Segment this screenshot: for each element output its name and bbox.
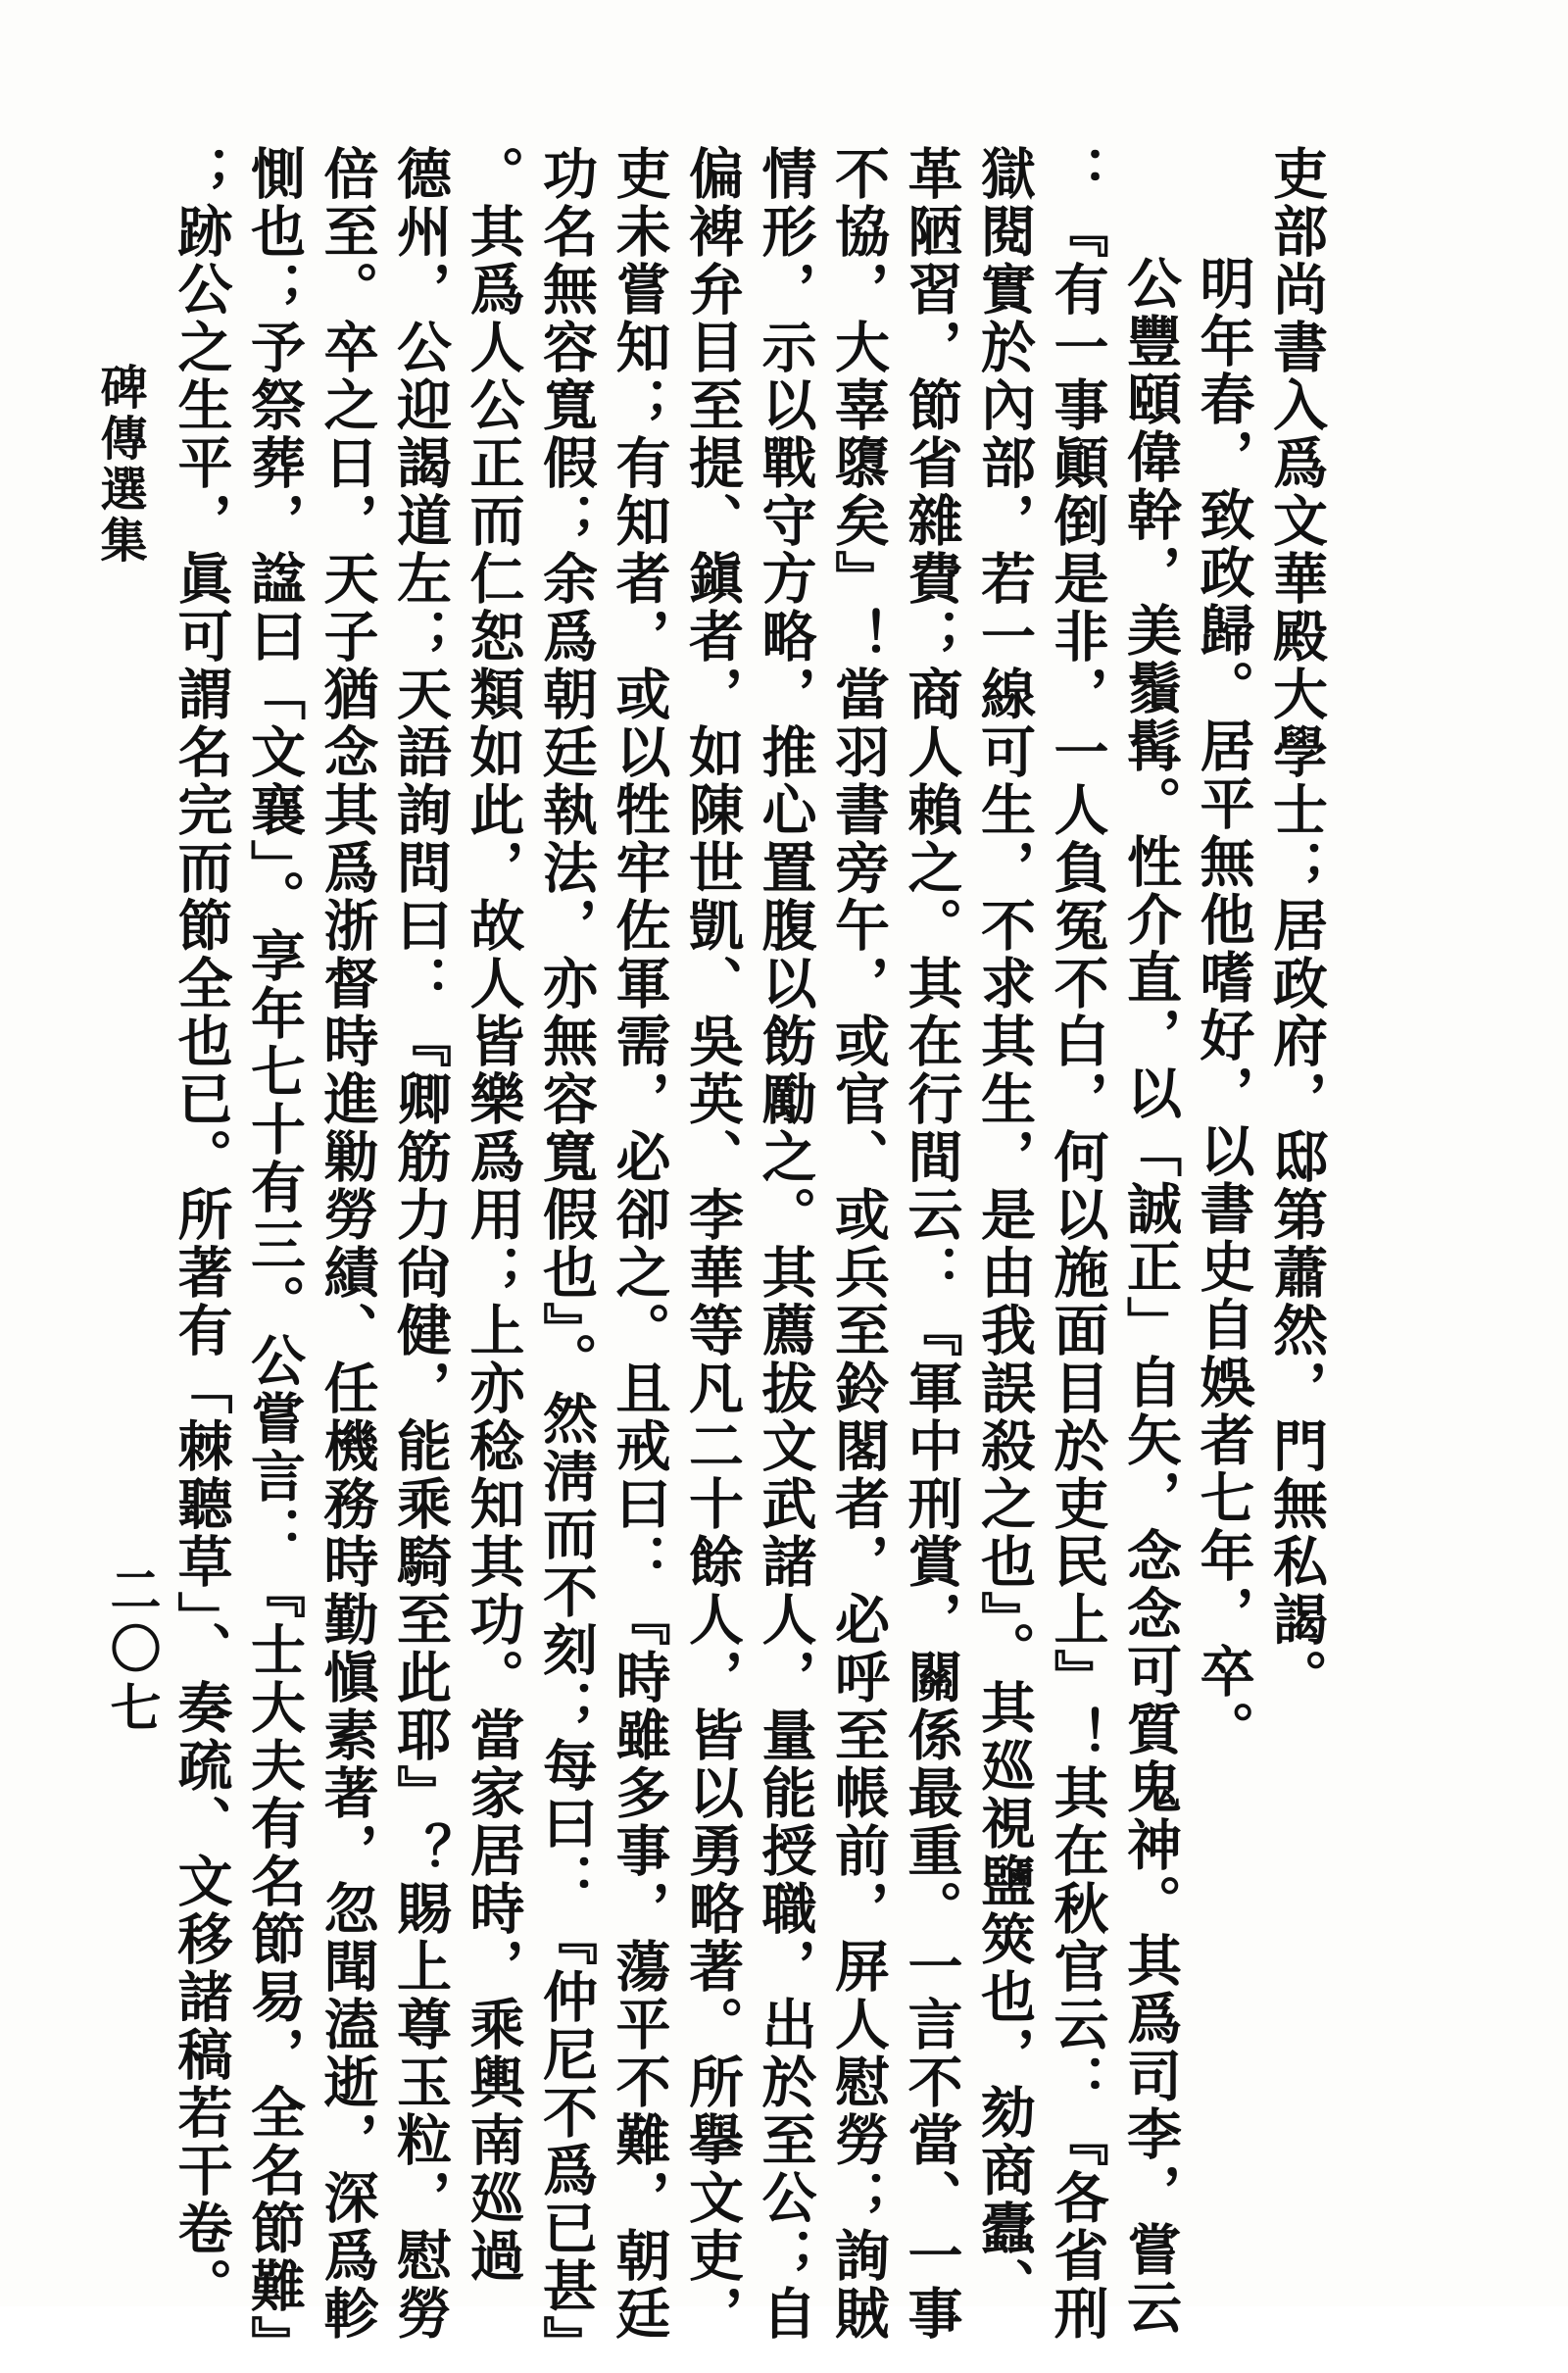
text-column: 功名無容寬假；余爲朝廷執法，亦無容寬假也』。然淸而不刻；每曰：『仲尼不爲已甚』 xyxy=(534,145,599,2373)
text-column: 吏未嘗知；有知者，或以牲牢佐軍需，必卻之。且戒曰：『時雖多事，蕩平不難，朝廷 xyxy=(607,145,672,2343)
text-column: 倍至。卒之日，天子猶念其爲浙督時進勦勞績、任機務時勤愼素著，忽聞溘逝，深爲軫 xyxy=(315,145,380,2343)
text-column: 公豐頤偉幹，美鬚髯。性介直，以「誠正」自矢，念念可質鬼神。其爲司李，嘗云 xyxy=(1118,255,1183,2337)
page-number: 二〇七 xyxy=(101,1563,161,1740)
text-column: 惻也；予祭葬，諡曰「文襄」。享年七十有三。公嘗言：『士大夫有名節易，全名節難』 xyxy=(242,145,307,2373)
text-column: 不協，大辜隳矣』！當羽書旁午，或官、或兵至鈴閣者，必呼至帳前，屏人慰勞；詢賊 xyxy=(826,145,891,2343)
text-column: ：『有一事顚倒是非，一人負冤不白，何以施面目於吏民上』！其在秋官云：『各省刑 xyxy=(1045,145,1110,2343)
text-column: 情形，示以戰守方略，推心置腹以飭勵之。其薦拔文武諸人，量能授職，出於至公；自 xyxy=(753,145,818,2343)
text-column: 獄閱實於內部，若一線可生，不求其生，是由我誤殺之也』。其廵視鹽筴也，劾商蠹、 xyxy=(972,145,1037,2315)
text-column: 德州，公迎謁道左；天語詢問曰：『卿筋力尙健，能乘騎至此耶』？賜上尊玉粒，慰勞 xyxy=(388,145,453,2343)
text-column: ；跡公之生平，眞可謂名完而節全也已。所著有「棘聽草」、奏疏、文移諸稿若干卷。 xyxy=(169,145,234,2315)
text-column: 革陋習，節省雜費；商人賴之。其在行間云：『軍中刑賞，關係最重。一言不當、一事 xyxy=(899,145,964,2343)
text-column: 偏裨弁目至提、鎭者，如陳世凱、吳英、李華等凡二十餘人，皆以勇略著。所擧文吏， xyxy=(680,145,745,2343)
text-column: 明年春，致政歸。居平無他嗜好，以書史自娛者七年，卒。 xyxy=(1191,255,1256,1758)
text-column: 吏部尚書入爲文華殿大學士；居政府，邸第蕭然，門無私謁。 xyxy=(1264,145,1329,1706)
running-title: 碑傳選集 xyxy=(92,363,147,567)
body-text xyxy=(169,145,1333,2373)
text-column: 。其爲人公正而仁恕類如此，故人皆樂爲用；上亦稔知其功。當家居時，乘輿南廵過 xyxy=(461,145,526,2285)
